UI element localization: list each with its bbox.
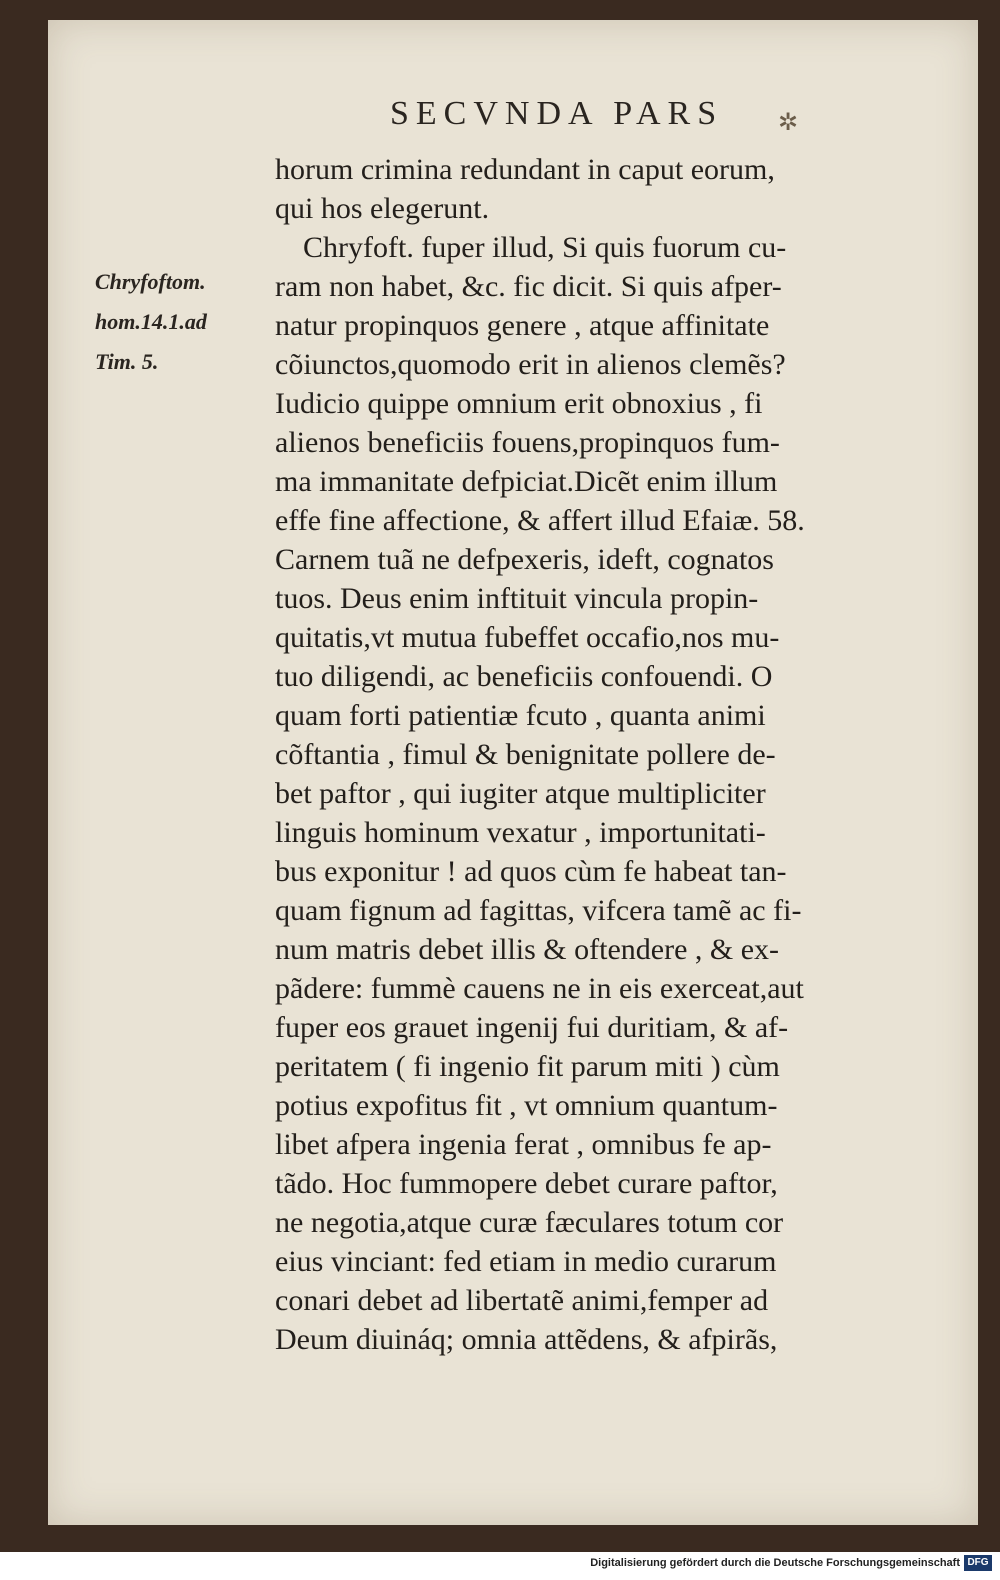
- text-line: horum crimina redundant in caput eorum,: [275, 153, 775, 186]
- text-line: tuos. Deus enim inftituit vincula propin-: [275, 582, 759, 615]
- margin-note-line: hom.14.1.ad: [95, 309, 207, 334]
- text-line: potius expofitus fit , vt omnium quantum-: [275, 1089, 778, 1122]
- margin-note-line: Chryfoftom.: [95, 269, 206, 294]
- text-line: quitatis,vt mutua fubeffet occafio,nos mu-: [275, 621, 780, 654]
- text-line: cõiunctos,quomodo erit in alienos clemẽs?: [275, 348, 786, 381]
- text-line: fuper eos grauet ingenij fui duritiam, & af-: [275, 1011, 789, 1044]
- text-line: libet afpera ingenia ferat , omnibus fe ap-: [275, 1128, 772, 1161]
- body-text: [275, 150, 895, 1359]
- text-line: tuo diligendi, ac beneficiis confouendi. O: [275, 660, 773, 693]
- text-line: Chryfoft. fuper illud, Si quis fuorum cu-: [303, 231, 787, 264]
- text-line: qui hos elegerunt.: [275, 192, 490, 225]
- text-line: eius vinciant: fed etiam in medio curarum: [275, 1245, 777, 1278]
- text-line: alienos beneficiis fouens,propinquos fum-: [275, 426, 780, 459]
- text-line: ram non habet, &c. fic dicit. Si quis afper-: [275, 270, 782, 303]
- running-head: SECVNDA PARS: [390, 95, 724, 132]
- dfg-logo: DFG: [964, 1555, 992, 1571]
- text-line: cõftantia , fimul & benignitate pollere de-: [275, 738, 776, 771]
- text-line: num matris debet illis & oftendere , & ex-: [275, 933, 780, 966]
- text-line: quam forti patientiæ fcuto , quanta animi: [275, 699, 766, 732]
- text-line: natur propinquos genere , atque affinitate: [275, 309, 770, 342]
- text-line: effe fine affectione, & affert illud Efaiæ. 58.: [275, 504, 805, 537]
- text-line: conari debet ad libertatẽ animi,femper ad: [275, 1284, 769, 1317]
- text-line: pãdere: fummè cauens ne in eis exerceat,aut: [275, 972, 804, 1005]
- text-line: tãdo. Hoc fummopere debet curare paftor,: [275, 1167, 778, 1200]
- text-line: Deum diuináq; omnia attẽdens, & afpirãs,: [275, 1323, 778, 1356]
- text-line: bet paftor , qui iugiter atque multipliciter: [275, 777, 766, 810]
- text-line: Carnem tuã ne defpexeris, ideft, cognatos: [275, 543, 774, 576]
- text-line: Iudicio quippe omnium erit obnoxius , fi: [275, 387, 763, 420]
- text-line: peritatem ( fi ingenio fit parum miti ) cùm: [275, 1050, 780, 1083]
- margin-note: [95, 262, 207, 382]
- ornament-mark: ✲: [778, 110, 799, 136]
- funding-notice: Digitalisierung gefördert durch die Deutsche Forschungsgemeinschaft: [590, 1557, 960, 1569]
- text-line: quam fignum ad fagittas, vifcera tamẽ ac fi-: [275, 894, 802, 927]
- text-line: ma immanitate defpiciat.Dicẽt enim illum: [275, 465, 778, 498]
- text-line: linguis hominum vexatur , importunitati-: [275, 816, 766, 849]
- text-line: ne negotia,atque curæ fæculares totum cor: [275, 1206, 784, 1239]
- text-line: bus exponitur ! ad quos cùm fe habeat tan-: [275, 855, 787, 888]
- margin-note-line: Tim. 5.: [95, 349, 159, 374]
